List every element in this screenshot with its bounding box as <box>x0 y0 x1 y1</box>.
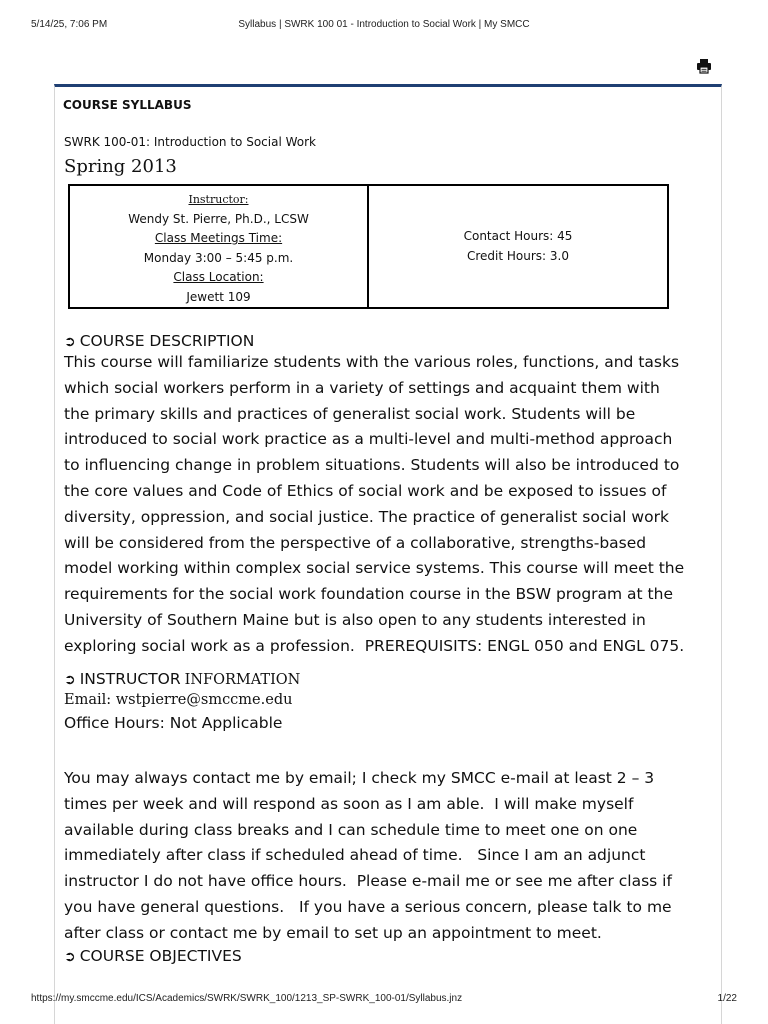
description-line: introduced to social work practice as a multi-level and multi-method approach <box>64 430 673 449</box>
page-url: https://my.smccme.edu/ICS/Academics/SWRK/SWRK_100/1213_SP-SWRK_100-01/Syllabus.jnz <box>31 993 463 1004</box>
course-description-heading <box>64 332 724 350</box>
contact-policy <box>64 766 724 965</box>
print-datetime: 5/14/25, 7:06 PM <box>31 19 108 30</box>
contact-line: you have general questions. If you have a serious concern, please talk to me <box>64 897 672 916</box>
location-label: Class Location: <box>173 270 264 285</box>
description-line: which social workers perform in a variety of settings and acquaint them with <box>64 378 660 397</box>
contact-line: available during class breaks and I can schedule time to meet one on one <box>64 820 638 839</box>
description-line: University of Southern Maine but is also open to any students interested in <box>64 610 646 629</box>
instructor-info-section <box>64 670 724 732</box>
arrow-icon: ➲ <box>64 672 76 688</box>
description-line: to influencing change in problem situations. Students will also be introduced to <box>64 456 680 475</box>
course-title: SWRK 100-01: Introduction to Social Work <box>64 135 316 149</box>
meeting-time-label: Class Meetings Time: <box>154 231 283 246</box>
contact-line: You may always contact me by email; I check my SMCC e-mail at least 2 – 3 <box>64 769 655 787</box>
description-line: the primary skills and practices of generalist social work. Students will be <box>64 404 636 423</box>
description-line: the core values and Code of Ethics of social work and be exposed to issues of <box>64 481 667 500</box>
meeting-time: Monday 3:00 – 5:45 p.m. <box>143 250 294 265</box>
description-line: model working within complex social service systems. This course will meet the <box>64 559 685 578</box>
description-line: This course will familiarize students with the various roles, functions, and tasks <box>64 353 680 371</box>
course-description-text <box>64 350 724 660</box>
contact-hours: Contact Hours: 45 <box>463 228 573 243</box>
printer-icon[interactable] <box>696 58 712 74</box>
course-objectives-heading <box>64 947 724 965</box>
page-count: 1/22 <box>717 993 737 1004</box>
instructor-cell <box>70 186 369 307</box>
credit-hours: Credit Hours: 3.0 <box>467 248 569 263</box>
instructor-label: Instructor: <box>188 193 249 206</box>
contact-line: immediately after class if scheduled ahead of time. Since I am an adjunct <box>64 846 646 865</box>
contact-line: times per week and will respond as soon as I am able. I will make myself <box>64 794 634 813</box>
print-header <box>0 19 768 33</box>
description-line: requirements for the social work foundation course in the BSW program at the <box>64 585 673 604</box>
course-description-section <box>64 332 724 660</box>
hours-cell <box>369 186 667 307</box>
arrow-icon: ➲ <box>64 948 76 965</box>
instructor-info-title-b: INFORMATION <box>184 672 301 688</box>
instructor-info-heading <box>64 670 724 688</box>
instructor-info-title-a: INSTRUCTOR <box>79 670 181 688</box>
course-term: Spring 2013 <box>64 156 177 177</box>
print-footer <box>0 993 768 1007</box>
contact-line: instructor I do not have office hours. Please e-mail me or see me after class if <box>64 872 672 891</box>
description-line: will be considered from the perspective of a collaborative, strengths-based <box>64 533 647 552</box>
instructor-name: Wendy St. Pierre, Ph.D., LCSW <box>128 211 309 226</box>
arrow-icon: ➲ <box>64 334 76 350</box>
class-location: Jewett 109 <box>186 289 251 304</box>
description-line: diversity, oppression, and social justice. The practice of generalist social work <box>64 507 669 526</box>
course-info-table <box>68 184 669 309</box>
syllabus-heading: COURSE SYLLABUS <box>63 98 192 112</box>
contact-line: after class or contact me by email to set up an appointment to meet. <box>64 923 602 942</box>
instructor-email: Email: wstpierre@smccme.edu <box>64 692 293 708</box>
description-line: exploring social work as a profession. PREREQUISITS: ENGL 050 and ENGL 075. <box>64 636 685 655</box>
course-objectives-title: COURSE OBJECTIVES <box>79 946 242 965</box>
print-page-title: Syllabus | SWRK 100 01 - Introduction to Social Work | My SMCC <box>238 19 530 30</box>
course-description-title: COURSE DESCRIPTION <box>79 332 255 350</box>
office-hours: Office Hours: Not Applicable <box>64 714 283 732</box>
